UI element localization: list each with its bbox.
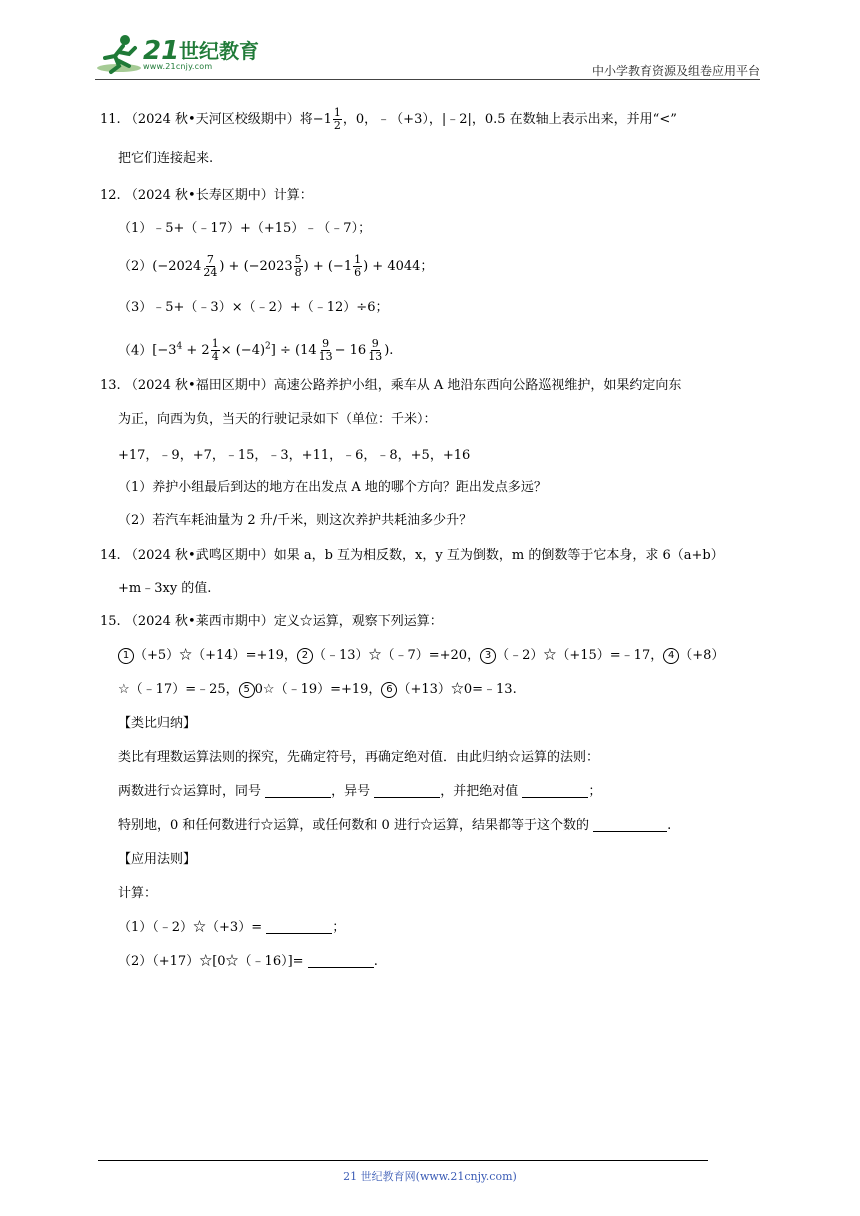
circled-number-5: 5 bbox=[239, 682, 255, 698]
q13-source: （2024 秋•福田区期中） bbox=[124, 378, 274, 393]
q15-special-text: 特别地，0 和任何数进行☆运算，或任何数和 0 进行☆运算，结果都等于这个数的 bbox=[118, 818, 594, 833]
q15-example6: （+13）☆0=﹣13. bbox=[397, 682, 517, 697]
q14-line1 bbox=[100, 540, 724, 572]
q12-part2-expr: (−2024 $\frac{7}{24}$ ) + (−2023 $\frac{5}{8}$ ) + (−1 $\frac{1}{6}$ ) + 4044； bbox=[152, 253, 434, 279]
site-name: 中小学教育资源及组卷应用平台 bbox=[591, 64, 760, 78]
circled-number-4: 4 bbox=[663, 648, 679, 664]
q15-section-apply: 【应用法则】 bbox=[118, 852, 197, 867]
q11-line2: 把它们连接起来. bbox=[118, 151, 214, 166]
q15-intro: 定义☆运算，观察下列运算： bbox=[273, 614, 443, 629]
q11-text: 将 bbox=[299, 112, 313, 127]
q14-line2: +m﹣3xy 的值. bbox=[118, 581, 212, 596]
circled-number-2: 2 bbox=[297, 648, 313, 664]
q15-source: （2024 秋•莱西市期中） bbox=[124, 614, 274, 629]
q11-number: 11. bbox=[100, 112, 121, 127]
q15-examples-line2 bbox=[118, 674, 517, 706]
q11-line1 bbox=[100, 104, 677, 136]
q15-examples-line1 bbox=[118, 640, 724, 672]
q13-records: +17，﹣9，+7，﹣15，﹣3，+11，﹣6，﹣8，+5，+16 bbox=[118, 448, 471, 463]
q12-part2-label: （2） bbox=[118, 259, 153, 274]
q15-apply-part1 bbox=[118, 912, 345, 944]
q12-part4-expr: [$-3^4 + 2$ $\frac{1}{4}$ × $(-4)^2] \div (14$ $\frac{9}{13}$ − 16 $\frac{9}{13}$ ). bbox=[152, 337, 394, 364]
q12-number: 12. bbox=[100, 188, 121, 203]
svg-text:世纪教育: 世纪教育 bbox=[179, 39, 259, 63]
q15-calc-label: 计算： bbox=[118, 886, 158, 901]
answer-blank-special[interactable] bbox=[593, 817, 667, 832]
q15-rule-end: ； bbox=[588, 784, 602, 799]
q15-apply2-end: . bbox=[373, 954, 378, 969]
answer-blank-abs[interactable] bbox=[522, 783, 588, 798]
q13-line2: 为正，向西为负，当天的行驶记录如下（单位：千米）： bbox=[118, 412, 437, 427]
answer-blank-same-sign[interactable] bbox=[265, 783, 331, 798]
q13-part1: （1）养护小组最后到达的地方在出发点 A 地的哪个方向？距出发点多远？ bbox=[118, 480, 547, 495]
q14-source: （2024 秋•武鸣区期中） bbox=[124, 548, 274, 563]
q11-text2: ，0，﹣（+3），|﹣2|，0.5 在数轴上表示出来，并用“<” bbox=[342, 112, 677, 127]
q15-example1: （+5）☆（+14）=+19， bbox=[134, 648, 297, 663]
q12-part3: （3）﹣5+（﹣3）×（﹣2）+（﹣12）÷6； bbox=[118, 300, 389, 315]
answer-blank-apply1[interactable] bbox=[266, 919, 332, 934]
answer-blank-apply2[interactable] bbox=[308, 953, 374, 968]
q15-abs-label: ，并把绝对值 bbox=[440, 784, 523, 799]
q15-number: 15. bbox=[100, 614, 121, 629]
q13-text: 高速公路养护小组，乘车从 A 地沿东西向公路巡视维护，如果约定向东 bbox=[273, 378, 682, 393]
q15-example4: （+8） bbox=[679, 648, 725, 663]
q12-part4-label: （4） bbox=[118, 343, 153, 359]
q14-text: 如果 a，b 互为相反数，x，y 互为倒数，m 的倒数等于它本身，求 6（a+b） bbox=[273, 548, 724, 563]
q12-part4 bbox=[118, 331, 393, 367]
site-logo bbox=[95, 32, 265, 76]
q15-example5: 0☆（﹣19）=+19， bbox=[254, 682, 382, 697]
circled-number-6: 6 bbox=[381, 682, 397, 698]
q13-part2: （2）若汽车耗油量为 2 升/千米，则这次养护共耗油多少升？ bbox=[118, 513, 473, 528]
q12-line1 bbox=[100, 180, 313, 212]
q15-apply2-text: （2）（+17）☆[0☆（﹣16）]= bbox=[118, 954, 308, 969]
footer-divider bbox=[98, 1160, 708, 1161]
q12-part1: （1）﹣5+（﹣17）+（+15）﹣（﹣7）； bbox=[118, 221, 372, 236]
q15-line1 bbox=[100, 606, 443, 638]
circled-number-1: 1 bbox=[118, 648, 134, 664]
q15-example3: （﹣2）☆（+15）=﹣17， bbox=[496, 648, 664, 663]
svg-text:21: 21 bbox=[143, 36, 180, 66]
q15-induction-text: 类比有理数运算法则的探究，先确定符号，再确定绝对值．由此归纳☆运算的法则： bbox=[118, 750, 600, 765]
q15-section-induction: 【类比归纳】 bbox=[118, 716, 197, 731]
logo-url: www.21cnjy.com bbox=[143, 62, 213, 71]
page-header bbox=[95, 32, 760, 76]
q11-mixed-number: −1 $\frac{1}{2}$ bbox=[312, 106, 341, 132]
q14-number: 14. bbox=[100, 548, 121, 563]
q15-apply-part2 bbox=[118, 946, 378, 978]
q12-intro: 计算： bbox=[273, 188, 313, 203]
q15-apply1-text: （1）（﹣2）☆（+3）= bbox=[118, 920, 267, 935]
q12-source: （2024 秋•长寿区期中） bbox=[124, 188, 274, 203]
q13-number: 13. bbox=[100, 378, 121, 393]
q11-source: （2024 秋•天河区校级期中） bbox=[124, 112, 300, 127]
q15-special-line bbox=[118, 810, 671, 842]
q15-diff-sign-label: ，异号 bbox=[331, 784, 375, 799]
answer-blank-diff-sign[interactable] bbox=[374, 783, 440, 798]
q15-rule-line bbox=[118, 776, 601, 808]
q15-example2: （﹣13）☆（﹣7）=+20， bbox=[312, 648, 481, 663]
q15-special-end: . bbox=[667, 818, 672, 833]
footer-link[interactable]: 21 世纪教育网(www.21cnjy.com) bbox=[343, 1170, 517, 1183]
circled-number-3: 3 bbox=[480, 648, 496, 664]
header-divider bbox=[95, 79, 760, 80]
q15-example4-cont: ☆（﹣17）=﹣25， bbox=[118, 682, 239, 697]
q15-apply1-end: ； bbox=[332, 920, 346, 935]
q13-line1 bbox=[100, 370, 681, 402]
q15-same-sign-label: 两数进行☆运算时，同号 bbox=[118, 784, 266, 799]
q12-part2 bbox=[118, 251, 433, 283]
